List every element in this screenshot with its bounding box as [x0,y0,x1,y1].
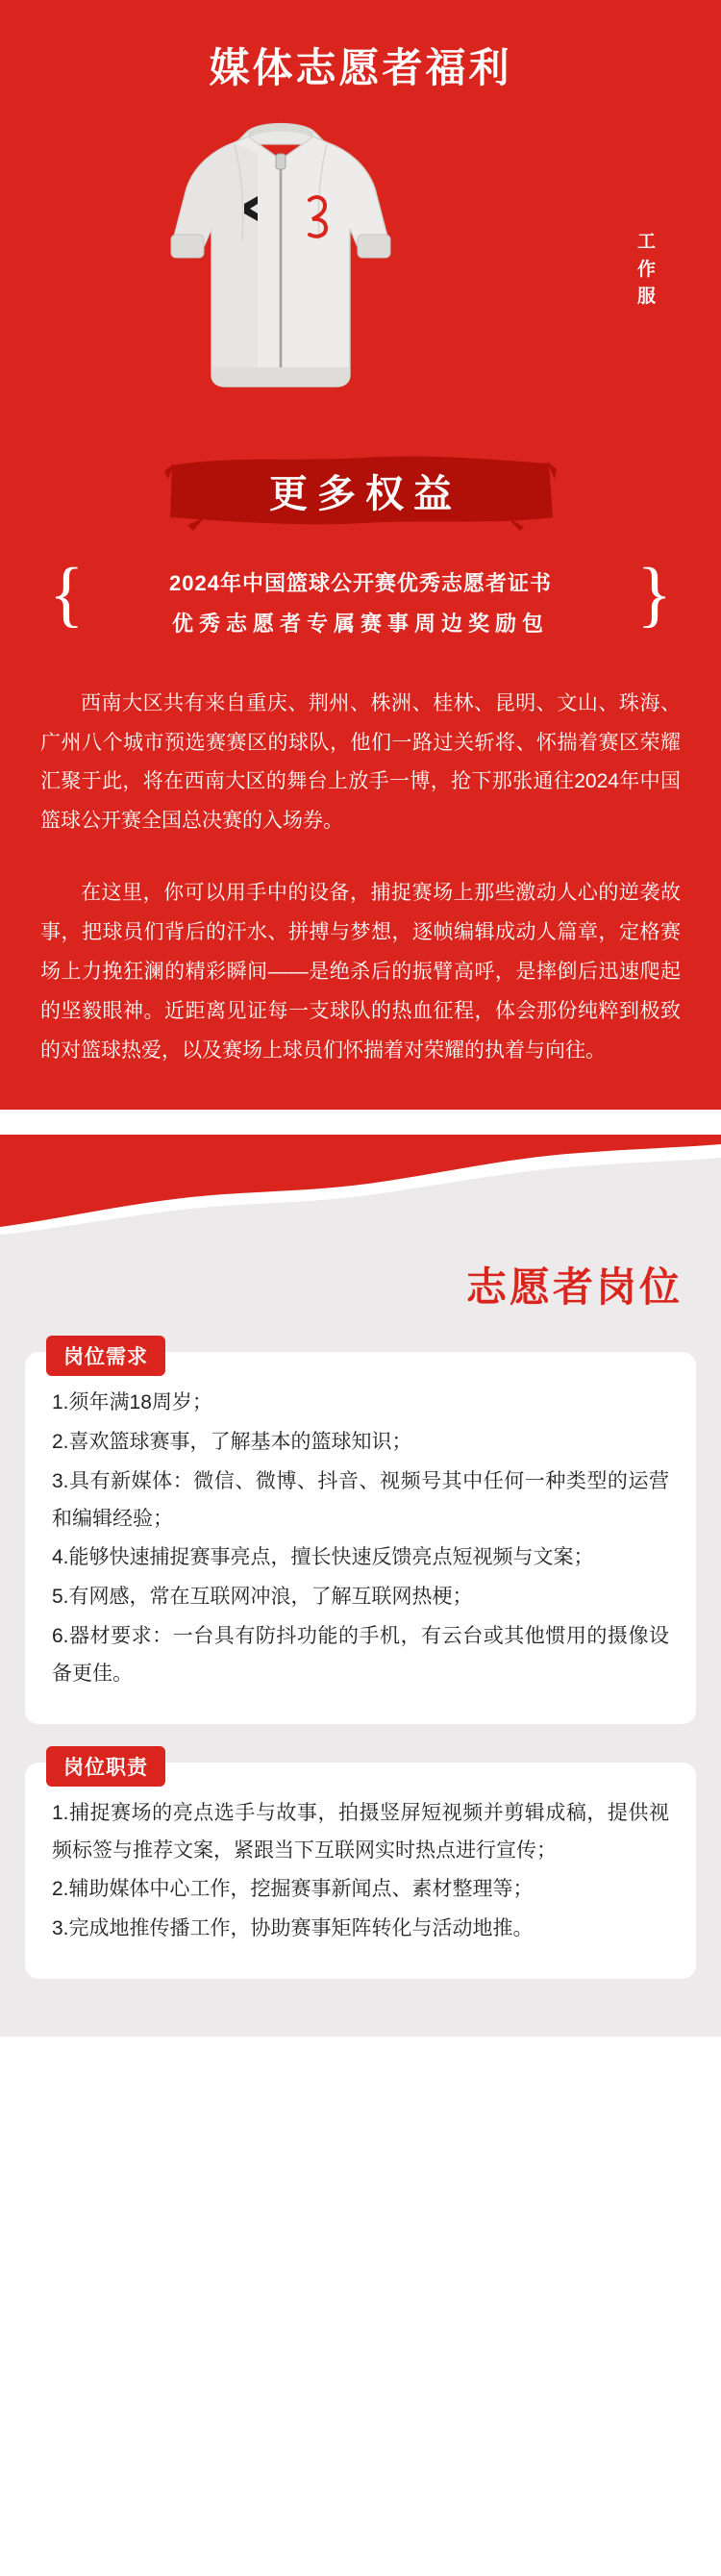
torn-edge-icon [0,1135,721,1250]
requirements-tag: 岗位需求 [46,1336,165,1376]
page-title: 媒体志愿者福利 [209,45,512,90]
requirement-item: 6.器材要求：一台具有防抖功能的手机，有云台或其他惯用的摄像设备更佳。 [52,1625,669,1685]
requirement-item: 4.能够快速捕捉赛事亮点，擅长快速反馈亮点短视频与文案； [52,1546,594,1569]
benefit-item: 优秀志愿者专属赛事周边奖励包 [171,611,549,636]
duties-card [25,1756,696,1979]
intro-paragraph-1: 西南大区共有来自重庆、荆州、株洲、桂林、昆明、文山、珠海、广州八个城市预选赛赛区的球队，他们一路过关斩将、怀揣着赛区荣耀汇聚于此，将在西南大区的舞台上放手一博，抢下那张通往2024年中国篮球公开赛全国总决赛的入场券。 [40,691,681,833]
benefit-item: 2024年中国篮球公开赛优秀志愿者证书 [169,571,552,595]
duty-item: 3.完成地推传播工作，协助赛事矩阵转化与活动地推。 [52,1917,534,1940]
uniform-illustration [0,115,721,404]
torn-paper-divider [0,1135,721,1250]
jacket-icon [165,115,396,394]
duty-item: 1.捕捉赛场的亮点选手与故事，拍摄竖屏短视频并剪辑成稿，提供视频标签与推荐文案，紧跟当下互联网实时热点进行宣传； [52,1801,669,1862]
duty-item: 2.辅助媒体中心工作，挖掘赛事新闻点、素材整理等； [52,1878,534,1901]
intro-paragraph-2: 在这里，你可以用手中的设备，捕捉赛场上那些激动人心的逆袭故事，把球员们背后的汗水、拼搏与梦想，逐帧编辑成动人篇章，定格赛场上力挽狂澜的精彩瞬间——是绝杀后的振臂高呼，是摔倒后迅速爬起的坚毅眼神。近距离见证每一支球队的热血征程，体会那份纯粹到极致的对篮球热爱，以及赛场上球员们怀揣着对荣耀的执着与向往。 [40,882,681,1063]
volunteer-section [0,1250,721,2037]
brace-right-icon: } [636,554,672,635]
requirement-item: 3.具有新媒体：微信、微博、抖音、视频号其中任何一种类型的运营和编辑经验； [52,1469,669,1530]
volunteer-section-title: 志愿者岗位 [465,1264,683,1311]
red-section [0,0,721,1110]
benefits-list [43,556,678,652]
duties-tag: 岗位职责 [46,1746,165,1787]
uniform-label: 工作服 [636,232,657,307]
brace-left-icon: { [49,554,85,635]
benefits-banner-title: 更多权益 [269,473,461,515]
requirement-item: 2.喜欢篮球赛事，了解基本的篮球知识； [52,1430,412,1453]
benefits-banner [0,450,721,533]
requirement-item: 1.须年满18周岁； [52,1391,212,1414]
requirement-item: 5.有网感，常在互联网冲浪，了解互联网热梗； [52,1586,473,1609]
requirements-card [25,1346,696,1724]
